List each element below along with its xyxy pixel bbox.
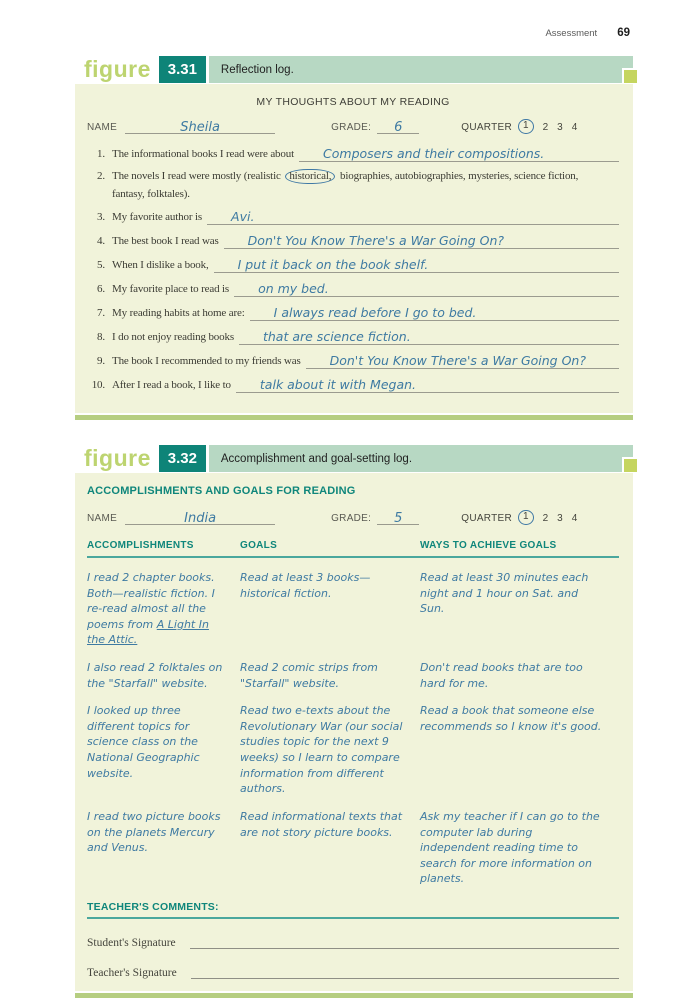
grade-field xyxy=(377,512,419,525)
item-prompt: The informational books I read were about xyxy=(112,148,295,160)
handwritten-answer: that are science fiction. xyxy=(262,329,411,344)
quarter-group xyxy=(461,119,577,134)
student-signature-row xyxy=(87,935,619,949)
handwritten-answer: Composers and their compositions. xyxy=(323,146,545,161)
table-row xyxy=(87,648,619,691)
goals-cell: Read at least 3 books—historical fiction. xyxy=(240,571,371,600)
form-title: ACCOMPLISHMENTS AND GOALS FOR READING xyxy=(87,485,356,497)
student-signature-label: Student's Signature xyxy=(87,936,176,949)
item-prompt-pre: The novels I read were mostly (realistic xyxy=(112,170,281,182)
student-signature-line xyxy=(190,935,619,949)
handwritten-answer: Don't You Know There's a War Going On? xyxy=(247,233,505,248)
name-field xyxy=(125,121,275,134)
goals-cell: Read informational texts that are not story picture books. xyxy=(240,809,403,839)
name-handwritten-value: Sheila xyxy=(180,120,220,135)
figure-word-label: figure xyxy=(84,445,151,471)
figure-3-32-bottom-rule xyxy=(75,993,633,998)
form-title: MY THOUGHTS ABOUT MY READING xyxy=(256,96,450,108)
handwritten-answer: talk about it with Megan. xyxy=(259,377,416,392)
list-item-3 xyxy=(87,209,619,225)
item-number: 6. xyxy=(97,283,105,295)
figure-number-badge: 3.31 xyxy=(159,56,206,83)
table-row xyxy=(87,558,619,648)
figure-number-badge: 3.32 xyxy=(159,445,206,472)
figure-3-32-header xyxy=(75,445,633,472)
goal-table-header-row xyxy=(87,540,619,558)
teachers-comments-label: TEACHER'S COMMENTS: xyxy=(87,901,619,919)
list-item-7 xyxy=(87,305,619,321)
item-number: 2. xyxy=(97,170,105,182)
underlined-book-title: A Light In the Attic. xyxy=(87,617,209,647)
ways-cell: Read at least 30 minutes each night and 1 hour on Sat. and Sun. xyxy=(420,571,589,616)
item-number: 4. xyxy=(97,235,105,247)
item-number: 8. xyxy=(97,331,105,343)
goals-cell: Read two e-texts about the Revolutionary War (our social studies topic for the next 9 weeks) so I learn to compare information from different authors. xyxy=(240,704,403,796)
item-prompt: The best book I read was xyxy=(112,235,219,247)
reflection-question-list xyxy=(87,146,619,393)
handwritten-answer: Don't You Know There's a War Going On? xyxy=(329,353,586,368)
reflection-log-form xyxy=(75,84,633,413)
goal-setting-log-form xyxy=(75,473,633,991)
item-number: 5. xyxy=(97,259,105,271)
answer-line xyxy=(236,377,619,393)
quarter-3: 3 xyxy=(557,513,563,524)
accomplishments-cell: I looked up three different topics for science class on the National Geographic website. xyxy=(87,704,200,780)
item-prompt-post: biographies, autobiographies, mysteries, science fiction, xyxy=(339,170,579,182)
table-row xyxy=(87,797,619,887)
item-number: 1. xyxy=(97,148,105,160)
figure-caption: Accomplishment and goal-setting log. xyxy=(220,452,413,465)
grade-label: GRADE: xyxy=(331,513,372,524)
handwritten-answer: Avi. xyxy=(231,209,255,224)
column-header-accomplishments: ACCOMPLISHMENTS xyxy=(87,540,194,551)
column-header-ways: WAYS TO ACHIEVE GOALS xyxy=(420,540,557,551)
handwritten-answer: I always read before I go to bed. xyxy=(273,305,477,320)
name-field xyxy=(125,512,275,525)
grade-handwritten-value: 5 xyxy=(394,511,403,526)
figure-3-32 xyxy=(75,445,633,998)
name-label: NAME xyxy=(87,122,118,133)
figure-3-31-bottom-rule xyxy=(75,415,633,420)
accomplishments-cell: I also read 2 folktales on the "Starfall" website. xyxy=(87,661,223,690)
section-title: Assessment xyxy=(545,28,598,39)
figure-3-31 xyxy=(75,56,633,420)
item-number: 10. xyxy=(91,379,105,391)
quarter-3: 3 xyxy=(557,122,563,133)
item-prompt xyxy=(112,170,578,183)
page-content xyxy=(75,56,633,998)
list-item-5 xyxy=(87,257,619,273)
handwritten-answer: on my bed. xyxy=(258,281,329,296)
quarter-group xyxy=(461,510,577,525)
accomplishments-cell: I read two picture books on the planets Mercury and Venus. xyxy=(87,809,221,855)
item-prompt: My reading habits at home are: xyxy=(112,307,245,319)
figure-word-label: figure xyxy=(84,56,151,82)
name-label: NAME xyxy=(87,513,118,524)
figure-3-31-header xyxy=(75,56,633,83)
quarter-1-circled-annotation: 1 xyxy=(518,510,534,525)
grade-group xyxy=(331,121,419,134)
quarter-1-circled-annotation: 1 xyxy=(518,119,534,134)
ways-cell: Don't read books that are too hard for me. xyxy=(420,661,583,690)
handwritten-answer: I put it back on the book shelf. xyxy=(237,257,429,272)
item-prompt: I do not enjoy reading books xyxy=(112,331,234,343)
list-item-6 xyxy=(87,281,619,297)
list-item-2-continued: fantasy, folktales). xyxy=(112,188,190,200)
grade-field xyxy=(377,121,419,134)
goals-cell: Read 2 comic strips from "Starfall" website. xyxy=(240,661,378,690)
grade-handwritten-value: 6 xyxy=(394,120,403,135)
name-grade-quarter-row xyxy=(87,119,619,134)
figure-caption: Reflection log. xyxy=(220,63,294,76)
list-item-4 xyxy=(87,233,619,249)
answer-line xyxy=(207,209,619,225)
teacher-signature-row xyxy=(87,965,619,979)
column-header-goals: GOALS xyxy=(240,540,278,551)
page-number: 69 xyxy=(617,27,630,39)
item-prompt: When I dislike a book, xyxy=(112,259,209,271)
answer-line xyxy=(234,281,619,297)
list-item-8 xyxy=(87,329,619,345)
ways-cell: Read a book that someone else recommends so I know it's good. xyxy=(420,704,602,733)
figure-caption-bar xyxy=(209,445,633,472)
item-prompt: The book I recommended to my friends was xyxy=(112,355,301,367)
answer-line xyxy=(239,329,619,345)
running-head xyxy=(545,27,630,39)
answer-line xyxy=(214,257,619,273)
list-item-2 xyxy=(87,170,619,183)
teacher-signature-line xyxy=(191,965,619,979)
item-prompt: After I read a book, I like to xyxy=(112,379,231,391)
figure-caption-bar xyxy=(209,56,633,83)
quarter-4: 4 xyxy=(571,122,578,133)
list-item-1 xyxy=(87,146,619,162)
corner-accent-square-icon xyxy=(622,457,637,472)
item-number: 7. xyxy=(97,307,105,319)
item-prompt: My favorite author is xyxy=(112,211,203,223)
quarter-4: 4 xyxy=(571,513,578,524)
answer-line xyxy=(224,233,619,249)
corner-accent-square-icon xyxy=(622,68,637,83)
answer-line xyxy=(250,305,619,321)
quarter-2: 2 xyxy=(542,513,549,524)
table-row xyxy=(87,691,619,797)
list-item-10 xyxy=(87,377,619,393)
quarter-label: QUARTER xyxy=(461,513,513,524)
name-handwritten-value: India xyxy=(184,511,217,526)
answer-line xyxy=(299,146,619,162)
accomplishments-cell xyxy=(87,570,240,648)
answer-line xyxy=(306,353,619,369)
item-number: 3. xyxy=(97,211,105,223)
quarter-2: 2 xyxy=(542,122,549,133)
item-prompt: My favorite place to read is xyxy=(112,283,230,295)
ways-cell: Ask my teacher if I can go to the computer lab during independent reading time to search for more information on planets. xyxy=(420,809,600,886)
item-number: 9. xyxy=(97,355,105,367)
name-grade-quarter-row xyxy=(87,510,619,525)
grade-group xyxy=(331,512,419,525)
circled-word-annotation: historical, xyxy=(285,169,335,184)
grade-label: GRADE: xyxy=(331,122,372,133)
quarter-label: QUARTER xyxy=(461,122,513,133)
cell-text: I read 2 chapter books. Both—realistic fiction. I re-read almost all the poems from xyxy=(87,571,215,631)
list-item-9 xyxy=(87,353,619,369)
teacher-signature-label: Teacher's Signature xyxy=(87,966,177,979)
